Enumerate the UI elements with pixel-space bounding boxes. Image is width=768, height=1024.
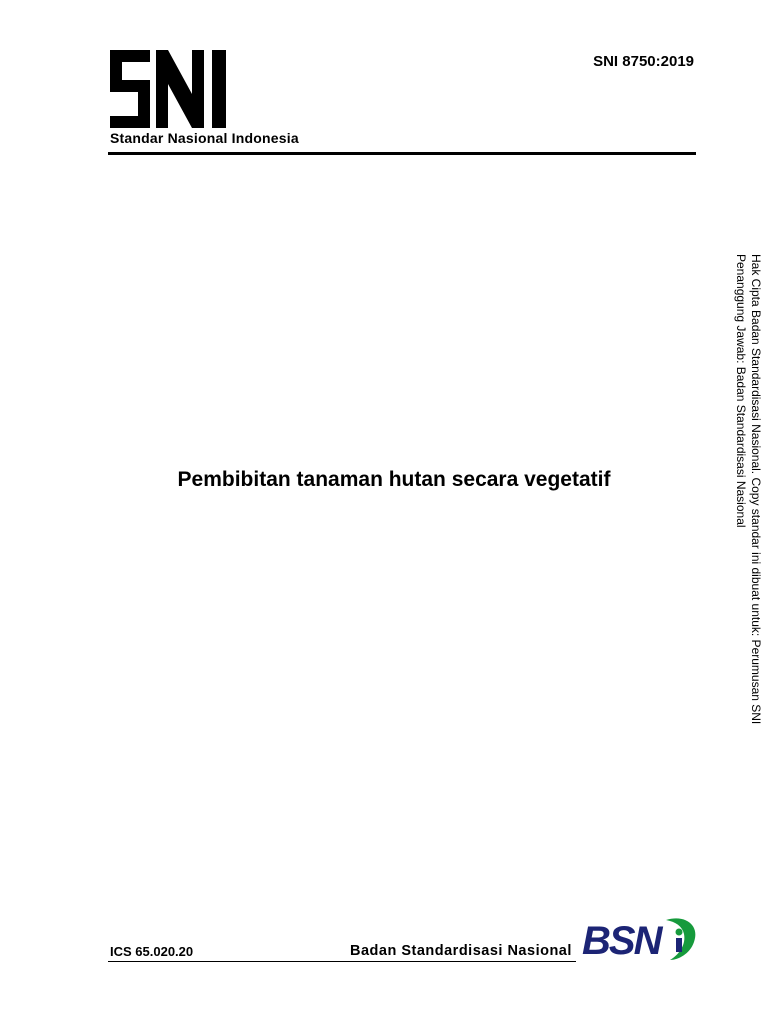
bsn-logo-mark [582, 912, 700, 962]
header-divider [108, 152, 696, 155]
sni-logo [110, 50, 230, 130]
copyright-line: Hak Cipta Badan Standardisasi Nasional. Copy standar ini dibuat untuk: Perumusan SNI [749, 254, 763, 725]
agency-name: Badan Standardisasi Nasional [350, 943, 572, 959]
document-number: SNI 8750:2019 [593, 53, 694, 70]
document-title: Pembibitan tanaman hutan secara vegetatif [177, 468, 611, 491]
footer-divider [108, 961, 576, 962]
standard-tagline: Standar Nasional Indonesia [110, 130, 299, 146]
responsible-party-line: Penanggung Jawab: Badan Standardisasi Nasional [734, 254, 748, 528]
bsn-logo-letters: BSN [582, 919, 661, 962]
bsn-logo [582, 912, 700, 962]
bsn-dot-icon [676, 929, 683, 936]
sni-logo-mark [110, 50, 230, 130]
copyright-side-note [733, 254, 763, 724]
ics-code: ICS 65.020.20 [110, 944, 194, 959]
bsn-stem-icon [676, 938, 682, 952]
